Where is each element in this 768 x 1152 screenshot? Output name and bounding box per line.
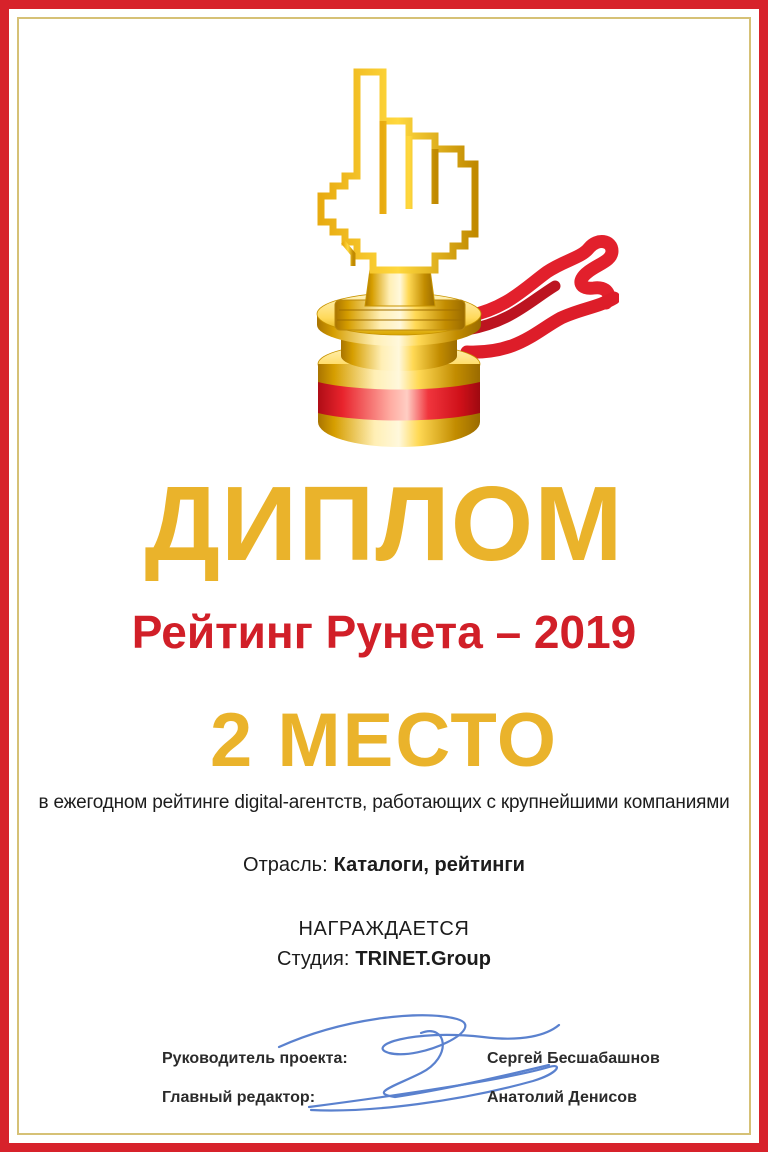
signatory-name-chief-editor: Анатолий Денисов: [487, 1089, 637, 1106]
red-ribbon-icon: [467, 242, 614, 353]
place-line: 2 МЕСТО: [209, 698, 559, 783]
signatory-name-project-lead: Сергей Бесшабашнов: [487, 1050, 660, 1067]
diploma-title: ДИПЛОМ: [144, 465, 624, 583]
signatory-role-project-lead: Руководитель проекта:: [162, 1050, 348, 1067]
trophy-pedestal: [317, 262, 481, 447]
studio-value: TRINET.Group: [355, 948, 491, 970]
subtitle-line: в ежегодном рейтинге digital-агентств, работающих с крупнейшими компаниями: [38, 792, 730, 813]
signatory-role-chief-editor: Главный редактор:: [162, 1089, 316, 1106]
studio-label: Студия:: [277, 948, 350, 970]
pixel-hand-icon: [321, 72, 475, 270]
studio-line: [9, 949, 759, 969]
industry-line: [9, 855, 759, 875]
awarded-heading: НАГРАЖДАЕТСЯ: [298, 918, 470, 940]
industry-label: Отрасль:: [243, 854, 328, 876]
rating-year-line: Рейтинг Рунета – 2019: [131, 606, 637, 658]
industry-value: Каталоги, рейтинги: [333, 854, 525, 876]
trophy-pixel-cursor-icon: [279, 64, 619, 464]
